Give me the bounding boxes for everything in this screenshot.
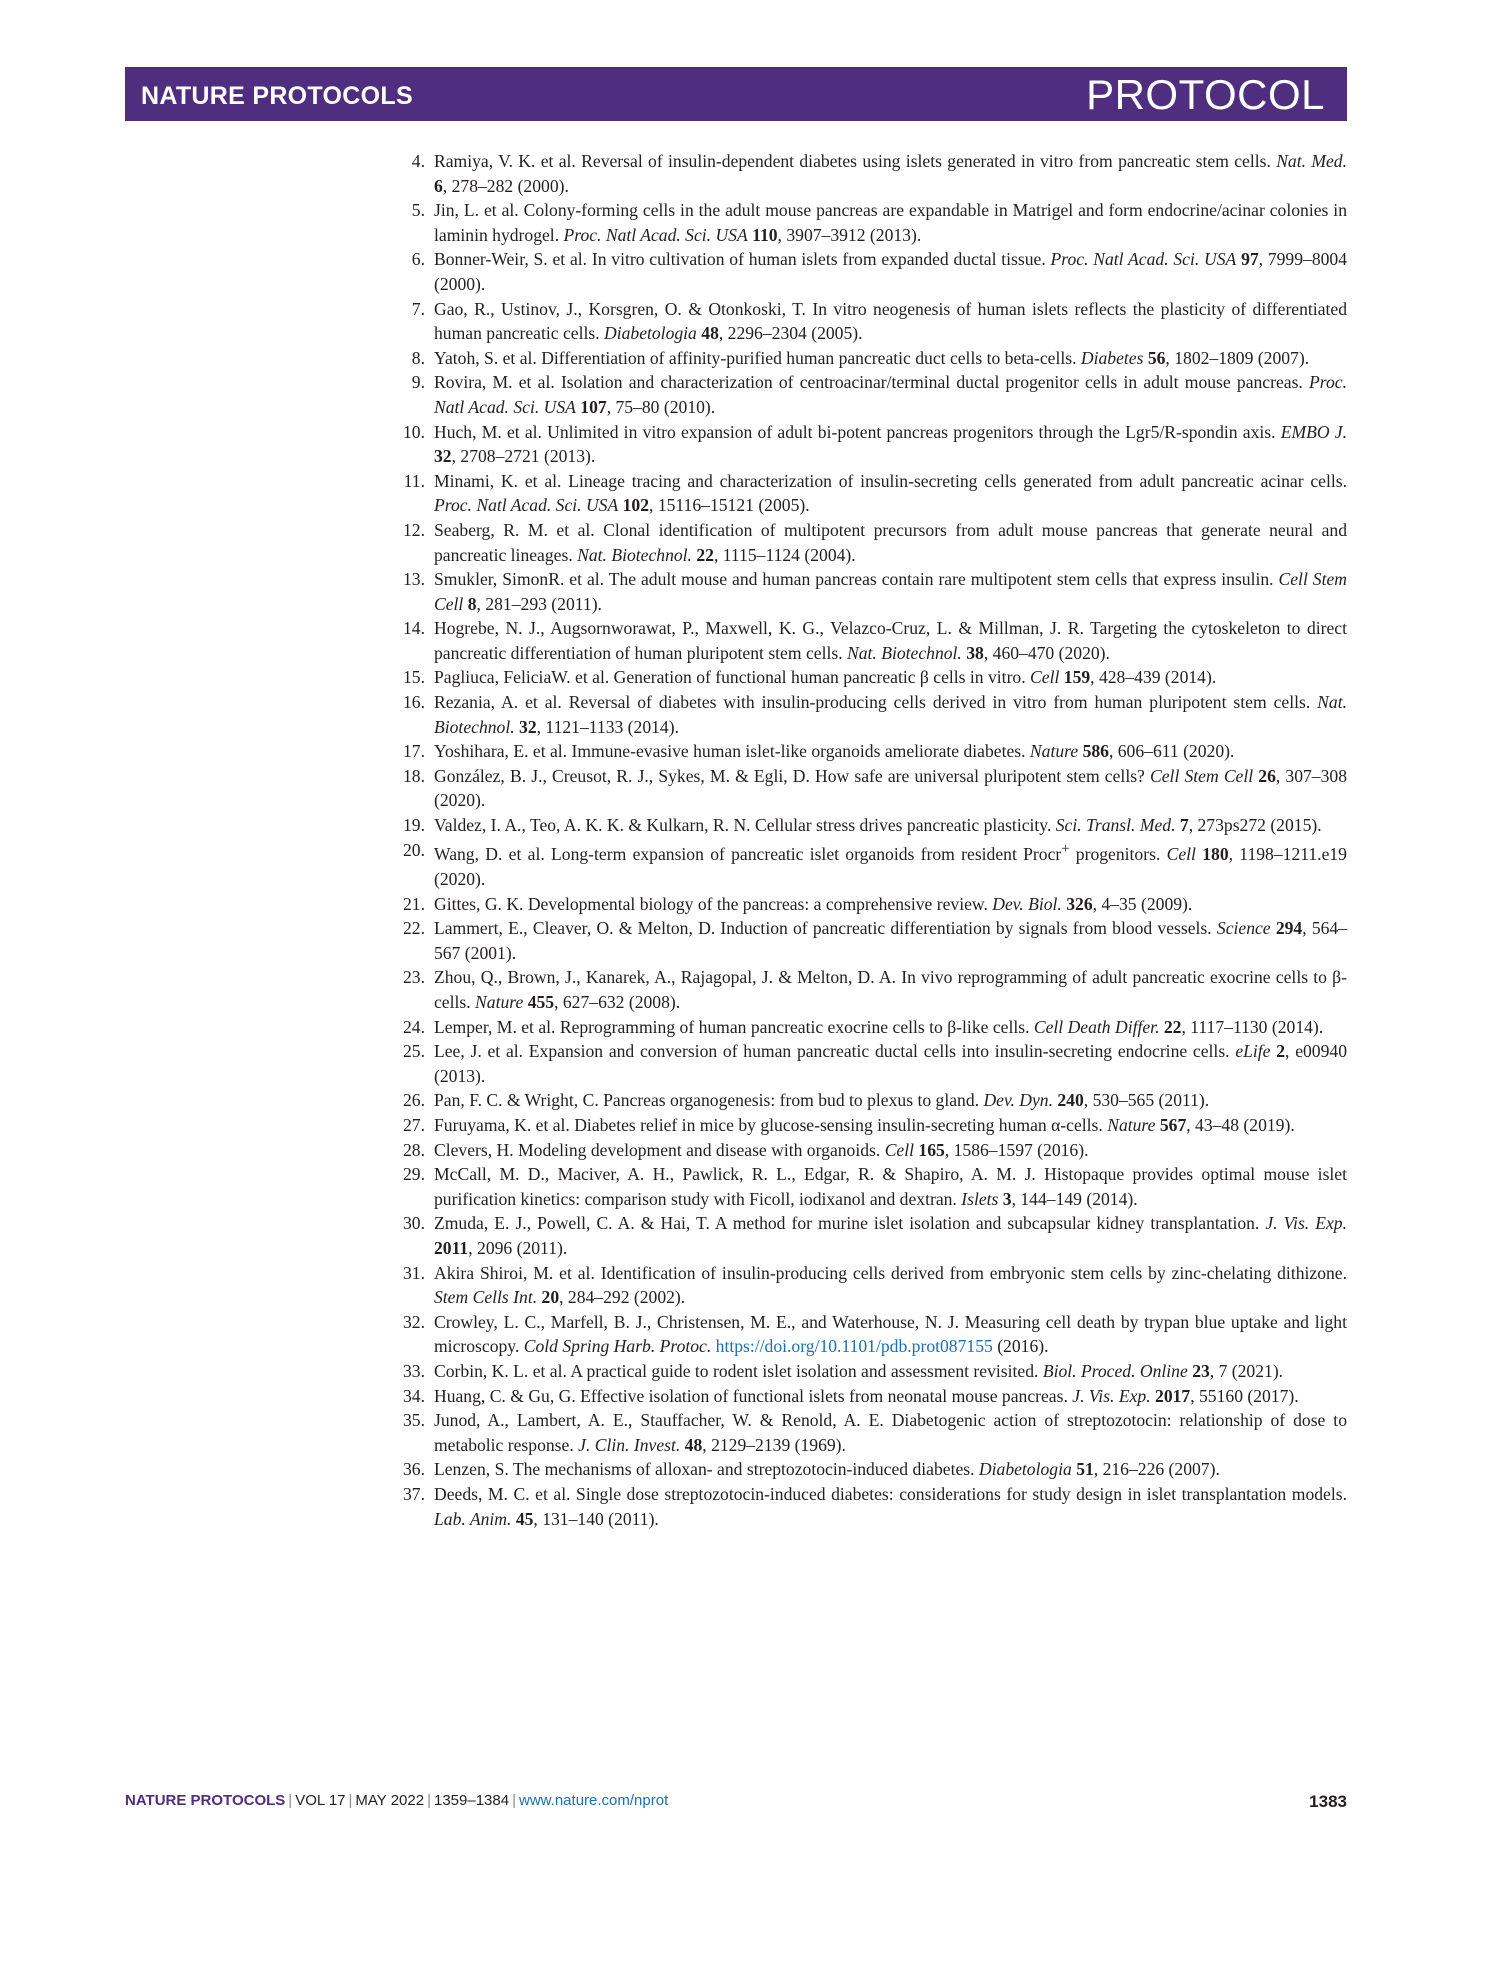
reference-item <box>393 297 1347 346</box>
reference-text: Huang, C. & Gu, G. Effective isolation of functional islets from neonatal mouse pancreas. J. Vis. Exp. 2017, 55160 (2017). <box>434 1385 1299 1406</box>
doi-link[interactable]: https://doi.org/10.1101/pdb.prot087155 <box>715 1336 993 1357</box>
reference-text: González, B. J., Creusot, R. J., Sykes, M. & Egli, D. How safe are universal pluripotent stem cells? Cell Stem Cell 26, 307–308 (2020). <box>434 765 1347 811</box>
reference-number: 36. <box>403 1459 425 1480</box>
reference-item <box>393 346 1347 371</box>
reference-item <box>393 149 1347 198</box>
reference-text: Furuyama, K. et al. Diabetes relief in mice by glucose-sensing insulin-secreting human α-cells. Nature 567, 43–48 (2019). <box>434 1115 1295 1136</box>
reference-number: 17. <box>403 741 425 762</box>
reference-item <box>393 469 1347 518</box>
reference-item <box>393 1408 1347 1457</box>
footer-url-link[interactable]: www.nature.com/nprot <box>519 1792 669 1809</box>
reference-item <box>393 1384 1347 1409</box>
reference-number: 4. <box>411 151 425 171</box>
reference-text: Gittes, G. K. Developmental biology of the pancreas: a comprehensive review. Dev. Biol. 326, 4–35 (2009). <box>434 893 1193 914</box>
reference-text: Deeds, M. C. et al. Single dose streptozotocin-induced diabetes: considerations for study design in islet transplantation models. Lab. Anim. 45, 131–140 (2011). <box>434 1483 1347 1529</box>
reference-number: 23. <box>403 967 425 988</box>
reference-number: 9. <box>411 372 425 393</box>
reference-item <box>393 1211 1347 1260</box>
reference-number: 29. <box>403 1164 425 1185</box>
reference-number: 26. <box>403 1090 425 1111</box>
reference-item <box>393 616 1347 665</box>
reference-text: Hogrebe, N. J., Augsornworawat, P., Maxwell, K. G., Velazco-Cruz, L. & Millman, J. R. Targeting the cytoskeleton to direct pancreatic differentiation of human pluripotent stem cells. Nat. Biotechnol. 38, 460–470 (2020). <box>434 618 1347 663</box>
reference-text: Yatoh, S. et al. Differentiation of affinity-purified human pancreatic duct cells to beta-cells. Diabetes 56, 1802–1809 (2007). <box>434 347 1310 368</box>
reference-item <box>393 370 1347 419</box>
reference-item <box>393 1359 1347 1384</box>
reference-text: Pagliuca, FeliciaW. et al. Generation of functional human pancreatic β cells in vitro. Cell 159, 428–439 (2014). <box>434 667 1217 688</box>
reference-text: Zhou, Q., Brown, J., Kanarek, A., Rajagopal, J. & Melton, D. A. In vivo reprogramming of adult pancreatic exocrine cells to β-cells. Nature 455, 627–632 (2008). <box>434 967 1347 1013</box>
reference-number: 22. <box>403 918 425 939</box>
reference-text: Lee, J. et al. Expansion and conversion of human pancreatic ductal cells into insulin-secreting endocrine cells. eLife 2, e00940 (2013). <box>434 1041 1347 1086</box>
reference-item <box>393 247 1347 296</box>
reference-number: 25. <box>403 1041 425 1062</box>
reference-number: 31. <box>403 1262 425 1283</box>
reference-text: Rezania, A. et al. Reversal of diabetes with insulin-producing cells derived in vitro from human pluripotent stem cells. Nat. Biotechnol. 32, 1121–1133 (2014). <box>434 692 1347 737</box>
reference-text: Lemper, M. et al. Reprogramming of human pancreatic exocrine cells to β-like cells. Cell Death Differ. 22, 1117–1130 (2014). <box>434 1016 1324 1037</box>
reference-item <box>393 1088 1347 1113</box>
reference-text: Lenzen, S. The mechanisms of alloxan- and streptozotocin-induced diabetes. Diabetologia 51, 216–226 (2007). <box>434 1459 1220 1480</box>
footer-pages: 1359–1384 <box>434 1792 510 1809</box>
reference-number: 37. <box>403 1483 425 1504</box>
page-number: 1383 <box>1309 1792 1347 1811</box>
reference-text: Jin, L. et al. Colony-forming cells in the adult mouse pancreas are expandable in Matrigel and form endocrine/acinar colonies in laminin hydrogel. Proc. Natl Acad. Sci. USA 110, 3907–3912 (2013). <box>434 200 1347 245</box>
reference-item <box>393 567 1347 616</box>
reference-number: 8. <box>411 347 425 368</box>
reference-text: McCall, M. D., Maciver, A. H., Pawlick, R. L., Edgar, R. & Shapiro, A. M. J. Histopaque provides optimal mouse islet purification kinetics: comparison study with Ficoll, iodixanol and dextran. Islets 3, 144–149 (2014). <box>434 1164 1347 1209</box>
reference-text: Zmuda, E. J., Powell, C. A. & Hai, T. A method for murine islet isolation and subcapsular kidney transplantation. J. Vis. Exp. 2011, 2096 (2011). <box>434 1213 1347 1258</box>
reference-text: Wang, D. et al. Long-term expansion of pancreatic islet organoids from resident Procr+ progenitors. Cell 180, 1198–1211.e19 (2020). <box>434 841 1347 890</box>
reference-item <box>393 420 1347 469</box>
reference-number: 15. <box>403 667 425 688</box>
reference-number: 6. <box>411 249 425 270</box>
reference-item <box>393 1039 1347 1088</box>
reference-number: 30. <box>403 1213 425 1234</box>
reference-item <box>393 965 1347 1014</box>
reference-text: Ramiya, V. K. et al. Reversal of insulin-dependent diabetes using islets generated in vitro from pancreatic stem cells. Nat. Med. 6, 278–282 (2000). <box>434 151 1347 196</box>
reference-item <box>393 892 1347 917</box>
reference-number: 28. <box>403 1139 425 1160</box>
reference-text: Seaberg, R. M. et al. Clonal identification of multipotent precursors from adult mouse pancreas that generate neural and pancreatic lineages. Nat. Biotechnol. 22, 1115–1124 (2004). <box>434 519 1347 565</box>
reference-number: 33. <box>403 1360 425 1381</box>
reference-text: Clevers, H. Modeling development and disease with organoids. Cell 165, 1586–1597 (2016). <box>434 1139 1089 1160</box>
reference-number: 10. <box>403 421 425 442</box>
reference-number: 5. <box>411 200 425 221</box>
reference-number: 32. <box>403 1311 425 1332</box>
reference-text: Crowley, L. C., Marfell, B. J., Christensen, M. E., and Waterhouse, N. J. Measuring cell death by trypan blue uptake and light microscopy. Cold Spring Harb. Protoc. https://doi.org/10.1101/pdb.prot087155 (2016). <box>434 1311 1347 1357</box>
reference-item <box>393 518 1347 567</box>
reference-text: Huch, M. et al. Unlimited in vitro expansion of adult bi-potent pancreas progenitors through the Lgr5/R-spondin axis. EMBO J. 32, 2708–2721 (2013). <box>434 421 1347 467</box>
reference-list <box>393 149 1347 1531</box>
article-type: PROTOCOL <box>1086 71 1325 118</box>
reference-text: Lammert, E., Cleaver, O. & Melton, D. Induction of pancreatic differentiation by signals from blood vessels. Science 294, 564–567 (2001). <box>434 918 1348 963</box>
reference-number: 7. <box>411 298 425 319</box>
journal-name: NATURE PROTOCOLS <box>141 82 413 110</box>
reference-text: Corbin, K. L. et al. A practical guide to rodent islet isolation and assessment revisited. Biol. Proced. Online 23, 7 (2021). <box>434 1360 1284 1381</box>
reference-item <box>393 1138 1347 1163</box>
footer-volume: VOL 17 <box>295 1792 346 1809</box>
reference-text: Akira Shiroi, M. et al. Identification of insulin-producing cells derived from embryonic stem cells by zinc-chelating dithizone. Stem Cells Int. 20, 284–292 (2002). <box>434 1262 1347 1308</box>
footer-journal: NATURE PROTOCOLS <box>125 1792 286 1809</box>
reference-text: Junod, A., Lambert, A. E., Stauffacher, W. & Renold, A. E. Diabetogenic action of streptozotocin: relationship of dose to metabolic response. J. Clin. Invest. 48, 2129–2139 (1969). <box>434 1410 1347 1455</box>
reference-item <box>393 198 1347 247</box>
reference-item <box>393 1015 1347 1040</box>
reference-number: 18. <box>403 765 425 786</box>
reference-item <box>393 838 1347 892</box>
reference-item <box>393 1261 1347 1310</box>
page-footer: NATURE PROTOCOLS | VOL 17 | MAY 2022 | 1359–1384 | www.nature.com/nprot 1383 <box>125 1792 1347 1811</box>
reference-number: 21. <box>403 893 425 914</box>
reference-number: 34. <box>403 1385 425 1406</box>
reference-number: 13. <box>403 569 425 590</box>
reference-number: 35. <box>403 1410 425 1431</box>
reference-item <box>393 1162 1347 1211</box>
reference-number: 24. <box>403 1016 425 1037</box>
reference-item <box>393 1113 1347 1138</box>
reference-number: 16. <box>403 692 425 713</box>
reference-item <box>393 665 1347 690</box>
reference-number: 12. <box>403 519 425 540</box>
footer-date: MAY 2022 <box>355 1792 425 1809</box>
reference-number: 27. <box>403 1115 425 1136</box>
reference-number: 19. <box>403 815 425 836</box>
reference-text: Minami, K. et al. Lineage tracing and characterization of insulin-secreting cells generated from adult pancreatic acinar cells. Proc. Natl Acad. Sci. USA 102, 15116–15121 (2005). <box>434 470 1347 516</box>
reference-item <box>393 690 1347 739</box>
reference-number: 11. <box>403 470 425 491</box>
reference-text: Pan, F. C. & Wright, C. Pancreas organogenesis: from bud to plexus to gland. Dev. Dyn. 240, 530–565 (2011). <box>434 1090 1210 1111</box>
journal-banner <box>125 67 1347 121</box>
reference-text: Bonner-Weir, S. et al. In vitro cultivation of human islets from expanded ductal tissue. Proc. Natl Acad. Sci. USA 97, 7999–8004 (2000). <box>434 249 1348 294</box>
reference-item <box>393 1482 1347 1531</box>
reference-item <box>393 813 1347 838</box>
reference-number: 20. <box>403 839 425 860</box>
reference-item <box>393 739 1347 764</box>
reference-item <box>393 764 1347 813</box>
reference-text: Valdez, I. A., Teo, A. K. K. & Kulkarn, R. N. Cellular stress drives pancreatic plasticity. Sci. Transl. Med. 7, 273ps272 (2015). <box>434 815 1322 836</box>
reference-text: Smukler, SimonR. et al. The adult mouse and human pancreas contain rare multipotent stem cells that express insulin. Cell Stem Cell 8, 281–293 (2011). <box>434 569 1347 614</box>
reference-item <box>393 916 1347 965</box>
reference-text: Rovira, M. et al. Isolation and characterization of centroacinar/terminal ductal progenitor cells in adult mouse pancreas. Proc. Natl Acad. Sci. USA 107, 75–80 (2010). <box>434 372 1347 417</box>
reference-item <box>393 1310 1347 1359</box>
reference-text: Yoshihara, E. et al. Immune-evasive human islet-like organoids ameliorate diabetes. Nature 586, 606–611 (2020). <box>434 741 1235 762</box>
reference-text: Gao, R., Ustinov, J., Korsgren, O. & Otonkoski, T. In vitro neogenesis of human islets reflects the plasticity of differentiated human pancreatic cells. Diabetologia 48, 2296–2304 (2005). <box>434 298 1347 344</box>
reference-number: 14. <box>403 618 425 639</box>
reference-item <box>393 1457 1347 1482</box>
